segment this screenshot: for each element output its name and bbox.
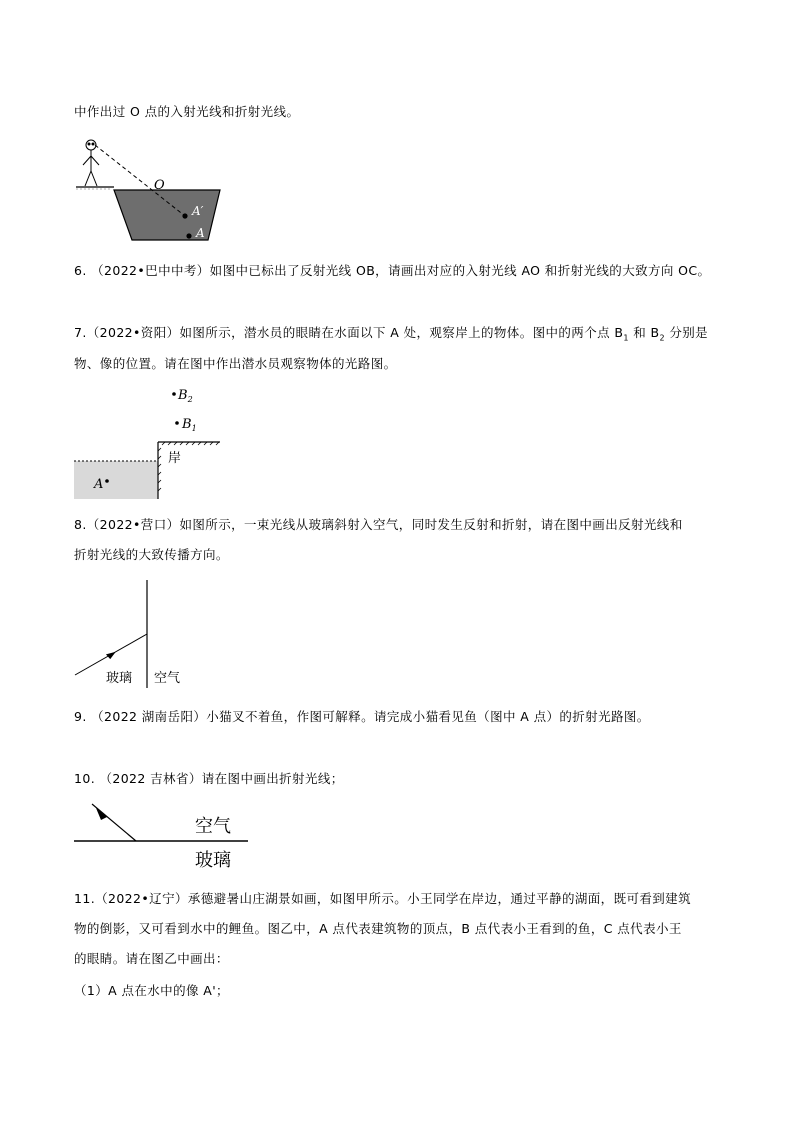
label-glass: 玻璃 — [106, 671, 133, 686]
question-7-line1: 7.（2022•资阳）如图所示，潜水员的眼睛在水面以下 A 处，观察岸上的物体。图中的两个点 $B_1$ 和 $B_2$ 分别是 — [74, 325, 709, 343]
label-air: 空气 — [154, 671, 181, 686]
label-A: A — [196, 226, 205, 240]
water-region — [74, 461, 158, 499]
question-11-line4: （1）A 点在水中的像 A'； — [74, 983, 229, 998]
label-air-10: 空气 — [195, 816, 231, 837]
label-B2: $B_2$ — [178, 388, 193, 404]
question-7-line2: 物、像的位置。请在图中作出潜水员观察物体的光路图。 — [74, 356, 397, 371]
label-shore: 岸 — [168, 451, 182, 466]
question-11-line3: 的眼睛。请在图乙中画出： — [74, 951, 229, 966]
question-9: 9. （2022 湖南岳阳）小猫叉不着鱼，作图可解释。请完成小猫看见鱼（图中 A 点）的折射光路图。 — [74, 709, 650, 724]
label-Aprime: A′ — [192, 204, 204, 218]
figure-glass-air — [70, 578, 200, 690]
figure-diver-shore — [70, 385, 230, 503]
label-O: O — [154, 178, 165, 193]
text-line-intro: 中作出过 O 点的入射光线和折射光线。 — [74, 104, 300, 119]
point-Aprime — [182, 213, 187, 218]
point-A — [186, 233, 191, 238]
question-10: 10. （2022 吉林省）请在图中画出折射光线； — [74, 771, 344, 786]
person-icon — [83, 140, 99, 186]
question-8-line2: 折射光线的大致传播方向。 — [74, 547, 229, 562]
label-B1: $B_1$ — [182, 417, 197, 433]
question-11-line2: 物的倒影，又可看到水中的鲤鱼。图乙中，A 点代表建筑物的顶点，B 点代表小王看到的鱼，C 点代表小王 — [74, 921, 682, 936]
question-6: 6. （2022•巴中中考）如图中已标出了反射光线 OB，请画出对应的入射光线 AO 和折射光线的大致方向 OC。 — [74, 263, 711, 278]
figure-air-glass — [70, 798, 255, 876]
label-glass-10: 玻璃 — [195, 850, 231, 871]
figure-person-water — [70, 135, 230, 245]
incident-ray-10 — [92, 804, 136, 841]
question-11-line1: 11.（2022•辽宁）承德避暑山庄湖景如画，如图甲所示。小王同学在岸边，通过平静的湖面，既可看到建筑 — [74, 891, 691, 906]
label-A-diver: A — [94, 477, 104, 492]
question-8-line1: 8.（2022•营口）如图所示，一束光线从玻璃斜射入空气，同时发生反射和折射，请在图中画出反射光线和 — [74, 517, 683, 532]
